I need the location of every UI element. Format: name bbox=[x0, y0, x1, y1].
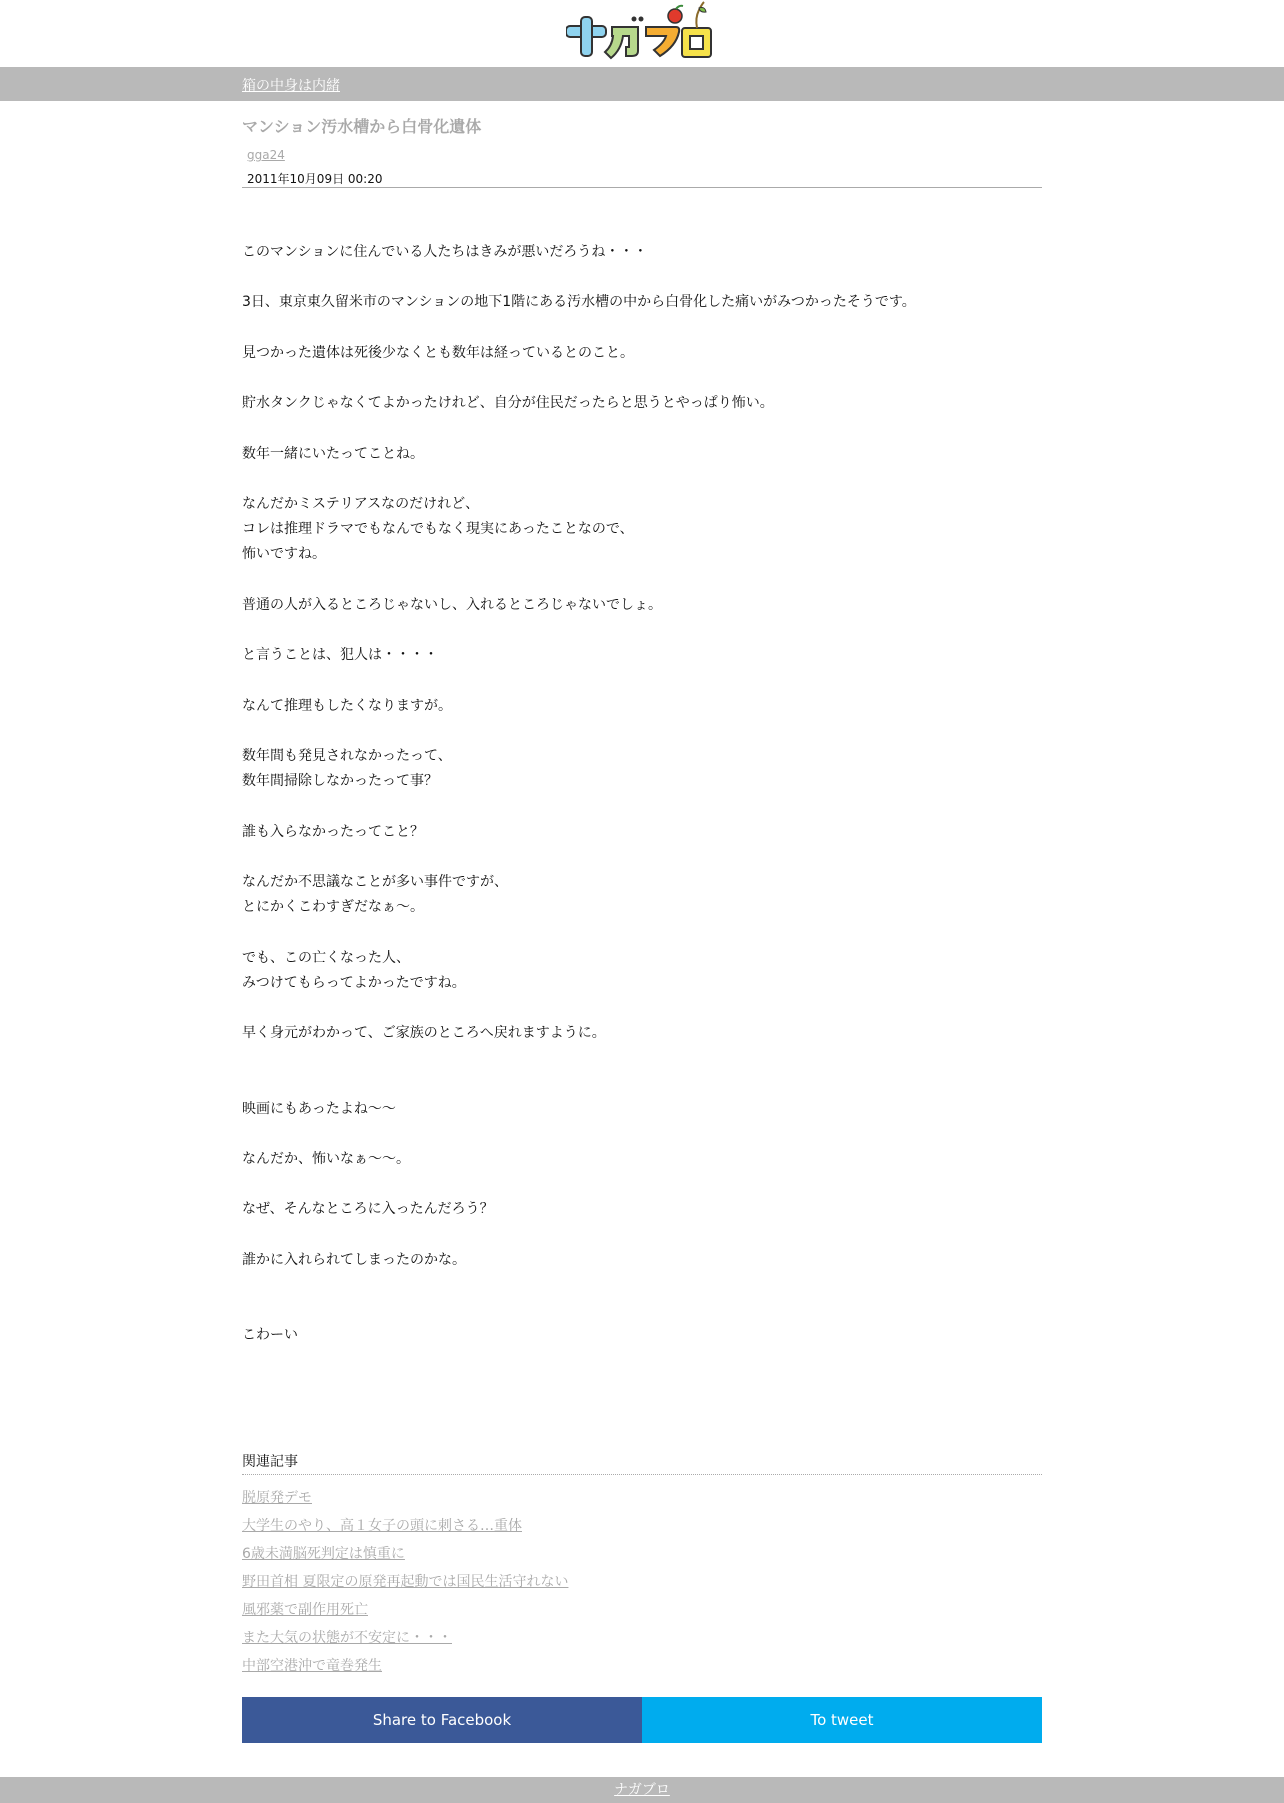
related-divider bbox=[242, 1474, 1042, 1475]
body-line bbox=[242, 568, 1042, 593]
body-line: 怖いですね。 bbox=[242, 546, 326, 563]
post-meta-divider bbox=[242, 187, 1042, 188]
body-line: コレは推理ドラマでもなんでもなく現実にあったことなので、 bbox=[242, 521, 634, 538]
related-heading: 関連記事 bbox=[242, 1454, 298, 1470]
breadcrumb-bar bbox=[0, 67, 1284, 101]
tweet-button[interactable]: To tweet bbox=[642, 1697, 1042, 1743]
body-line bbox=[242, 316, 1042, 341]
related-article-link[interactable]: 脱原発デモ bbox=[242, 1490, 312, 1506]
post-author-link[interactable]: gga24 bbox=[247, 148, 285, 162]
related-item bbox=[242, 1484, 568, 1512]
body-line: みつけてもらってよかったですね。 bbox=[242, 974, 466, 991]
body-line: とにかくこわすぎだなぁ～。 bbox=[242, 899, 424, 916]
breadcrumb-blog-link[interactable]: 箱の中身は内緒 bbox=[242, 78, 340, 94]
related-article-link[interactable]: 野田首相 夏限定の原発再起動では国民生活守れない bbox=[242, 1574, 569, 1590]
related-article-link[interactable]: また大気の状態が不安定に・・・ bbox=[242, 1630, 452, 1646]
body-line: 映画にもあったよね～～ bbox=[242, 1100, 396, 1117]
body-line bbox=[242, 1122, 1042, 1147]
site-logo[interactable] bbox=[566, 0, 718, 62]
body-line bbox=[242, 416, 1042, 441]
body-line bbox=[242, 1298, 1042, 1323]
body-line: なんだか不思議なことが多い事件ですが、 bbox=[242, 873, 508, 890]
related-list bbox=[242, 1484, 568, 1680]
body-line: なぜ、そんなところに入ったんだろう？ bbox=[242, 1201, 494, 1218]
body-line bbox=[242, 1223, 1042, 1248]
post-body bbox=[242, 240, 1042, 1349]
body-line bbox=[242, 467, 1042, 492]
body-line: なんて推理もしたくなりますが。 bbox=[242, 697, 452, 714]
body-line: このマンションに住んでいる人たちはきみが悪いだろうね・・・ bbox=[242, 244, 648, 260]
body-line: 数年一緒にいたってことね。 bbox=[242, 445, 424, 462]
body-line: 早く身元がわかって、ご家族のところへ戻れますように。 bbox=[242, 1025, 606, 1042]
related-item bbox=[242, 1652, 568, 1680]
related-article-link[interactable]: 中部空港沖で竜巻発生 bbox=[242, 1658, 382, 1674]
related-article-link[interactable]: 6歳未満脳死判定は慎重に bbox=[242, 1546, 405, 1562]
body-line bbox=[242, 1071, 1042, 1096]
body-line bbox=[242, 794, 1042, 819]
body-line bbox=[242, 920, 1042, 945]
post-date: 2011年10月09日 00:20 bbox=[247, 172, 383, 186]
body-line bbox=[242, 366, 1042, 391]
body-line bbox=[242, 1172, 1042, 1197]
body-line: なんだか、怖いなぁ～～。 bbox=[242, 1151, 410, 1168]
body-line: と言うことは、犯人は・・・・ bbox=[242, 647, 438, 664]
body-line: 誰かに入れられてしまったのかな。 bbox=[242, 1251, 466, 1268]
body-line: 数年間も発見されなかったって、 bbox=[242, 747, 452, 764]
body-line: 貯水タンクじゃなくてよかったけれど、自分が住民だったらと思うとやっぱり怖い。 bbox=[242, 395, 774, 412]
body-line: でも、この亡くなった人、 bbox=[242, 949, 410, 966]
body-line: 数年間掃除しなかったって事？ bbox=[242, 773, 438, 790]
site-logo-graphic bbox=[566, 0, 718, 62]
related-item bbox=[242, 1540, 568, 1568]
related-item bbox=[242, 1624, 568, 1652]
share-facebook-button[interactable]: Share to Facebook bbox=[242, 1697, 642, 1743]
related-article-link[interactable]: 風邪薬で副作用死亡 bbox=[242, 1602, 368, 1618]
body-line bbox=[242, 996, 1042, 1021]
body-line bbox=[242, 1273, 1042, 1298]
body-line: 普通の人が入るところじゃないし、入れるところじゃないでしょ。 bbox=[242, 596, 662, 613]
body-line bbox=[242, 845, 1042, 870]
post-title: マンション汚水槽から白骨化遺体 bbox=[242, 117, 482, 136]
body-line: なんだかミステリアスなのだけれど、 bbox=[242, 495, 480, 512]
related-item bbox=[242, 1568, 568, 1596]
body-line: 誰も入らなかったってこと？ bbox=[242, 823, 424, 840]
body-line: 見つかった遺体は死後少なくとも数年は経っているとのこと。 bbox=[242, 344, 634, 361]
body-line: 3日、東京東久留米市のマンションの地下1階にある汚水槽の中から白骨化した痛いがみつかったそうです。 bbox=[242, 294, 916, 311]
body-line bbox=[242, 1046, 1042, 1071]
related-item bbox=[242, 1596, 568, 1624]
related-article-link[interactable]: 大学生のやり、高１女子の頭に刺さる…重体 bbox=[242, 1518, 522, 1534]
body-line bbox=[242, 265, 1042, 290]
related-item bbox=[242, 1512, 568, 1540]
body-line bbox=[242, 618, 1042, 643]
body-line: こわーい bbox=[242, 1327, 298, 1344]
body-line bbox=[242, 668, 1042, 693]
body-line bbox=[242, 719, 1042, 744]
site-header bbox=[0, 0, 1284, 66]
footer-site-link[interactable]: ナガブロ bbox=[614, 1782, 670, 1798]
footer-bar bbox=[0, 1777, 1284, 1803]
